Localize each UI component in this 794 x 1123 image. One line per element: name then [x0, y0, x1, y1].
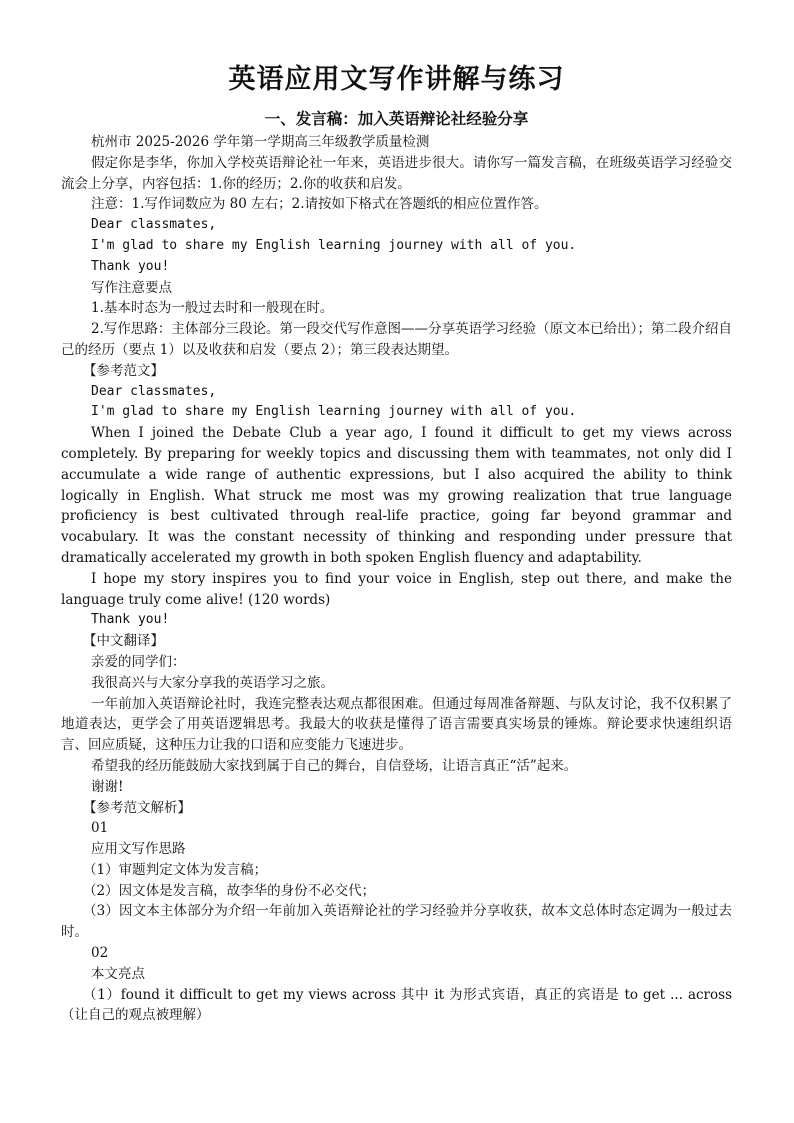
- highlight-item-1: （1）found it difficult to get my views across 其中 it 为形式宾语，真正的宾语是 to get ... across（让自己的观点被理解）: [61, 986, 732, 1024]
- translation-body: 一年前加入英语辩论社时，我连完整表达观点都很困难。但通过每周准备辩题、与队友讨论，我不仅积累了地道表达，更学会了用英语逻辑思考。我最大的收获是懂得了语言需要真实场景的锤炼。辩论要求快速组织语言、回应质疑，这种压力让我的口语和应变能力飞速进步。: [61, 695, 732, 754]
- translation-heading: 【中文翻译】: [83, 633, 164, 650]
- translation-opening: 我很高兴与大家分享我的英语学习之旅。: [91, 674, 334, 691]
- model-body: When I joined the Debate Club a year ago, I found it difficult to get my views across completely. By preparing for weekly topics and discussing them with teammates, not only did I accumulate a wide range of authentic expressions, but I also acquired the ability to think logically in English. What struck me most was my growing realization that true language proficiency is best cultivated through real-life practice, going far beyond grammar and vocabulary. It was the constant necessity of thinking and responding under pressure that dramatically accelerated my growth in both spoken English fluency and adaptability.: [61, 425, 732, 566]
- translation-ending: 希望我的经历能鼓励大家找到属于自己的舞台，自信登场，让语言真正“活”起来。: [91, 757, 578, 774]
- model-heading: 【参考范文】: [83, 362, 164, 379]
- writing-notice: 注意：1.写作词数应为 80 左右；2.请按如下格式在答题纸的相应位置作答。: [91, 196, 548, 213]
- analysis-item-3: （3）因文本主体部分为介绍一年前加入英语辩论社的学习经验并分享收获，故本文总体时态定调为一般过去时。: [61, 903, 732, 941]
- exam-source: 杭州市 2025-2026 学年第一学期高三年级教学质量检测: [91, 134, 430, 150]
- format-closing: Thank you!: [91, 258, 170, 274]
- analysis-number-01: 01: [91, 820, 109, 837]
- points-heading: 写作注意要点: [91, 279, 172, 296]
- model-opening: I'm glad to share my English learning journey with all of you.: [91, 404, 577, 420]
- analysis-heading: 【参考范文解析】: [83, 799, 191, 816]
- point-1: 1.基本时态为一般过去时和一般现在时。: [91, 300, 334, 317]
- translation-closing: 谢谢!: [91, 778, 124, 795]
- point-2: 2.写作思路：主体部分三段论。第一段交代写作意图——分享英语学习经验（原文本已给出）；第二段介绍自己的经历（要点 1）以及收获和启发（要点 2）；第三段表达期望。: [61, 321, 732, 358]
- format-greeting: Dear classmates,: [91, 217, 217, 233]
- analysis-number-02: 02: [91, 945, 109, 962]
- model-closing: Thank you!: [91, 612, 170, 628]
- writing-prompt: 假定你是李华，你加入学校英语辩论社一年来，英语进步很大。请你写一篇发言稿，在班级英语学习经验交流会上分享，内容包括：1.你的经历；2.你的收获和启发。: [61, 154, 732, 192]
- section-title: 一、发言稿：加入英语辩论社经验分享: [264, 110, 529, 128]
- model-greeting: Dear classmates,: [91, 383, 217, 399]
- analysis-item-2: （2）因文体是发言稿，故李华的身份不必交代；: [83, 882, 376, 899]
- document-title: 英语应用文写作讲解与练习: [228, 64, 565, 95]
- analysis-subheading-highlights: 本文亮点: [91, 965, 145, 982]
- translation-greeting: 亲爱的同学们：: [91, 653, 186, 670]
- analysis-item-1: （1）审题判定文体为发言稿；: [83, 861, 268, 878]
- analysis-subheading-approach: 应用文写作思路: [91, 841, 186, 858]
- model-ending: I hope my story inspires you to find your voice in English, step out there, and make the language truly come alive! (120 words): [61, 570, 732, 608]
- format-opening: I'm glad to share my English learning journey with all of you.: [91, 237, 577, 253]
